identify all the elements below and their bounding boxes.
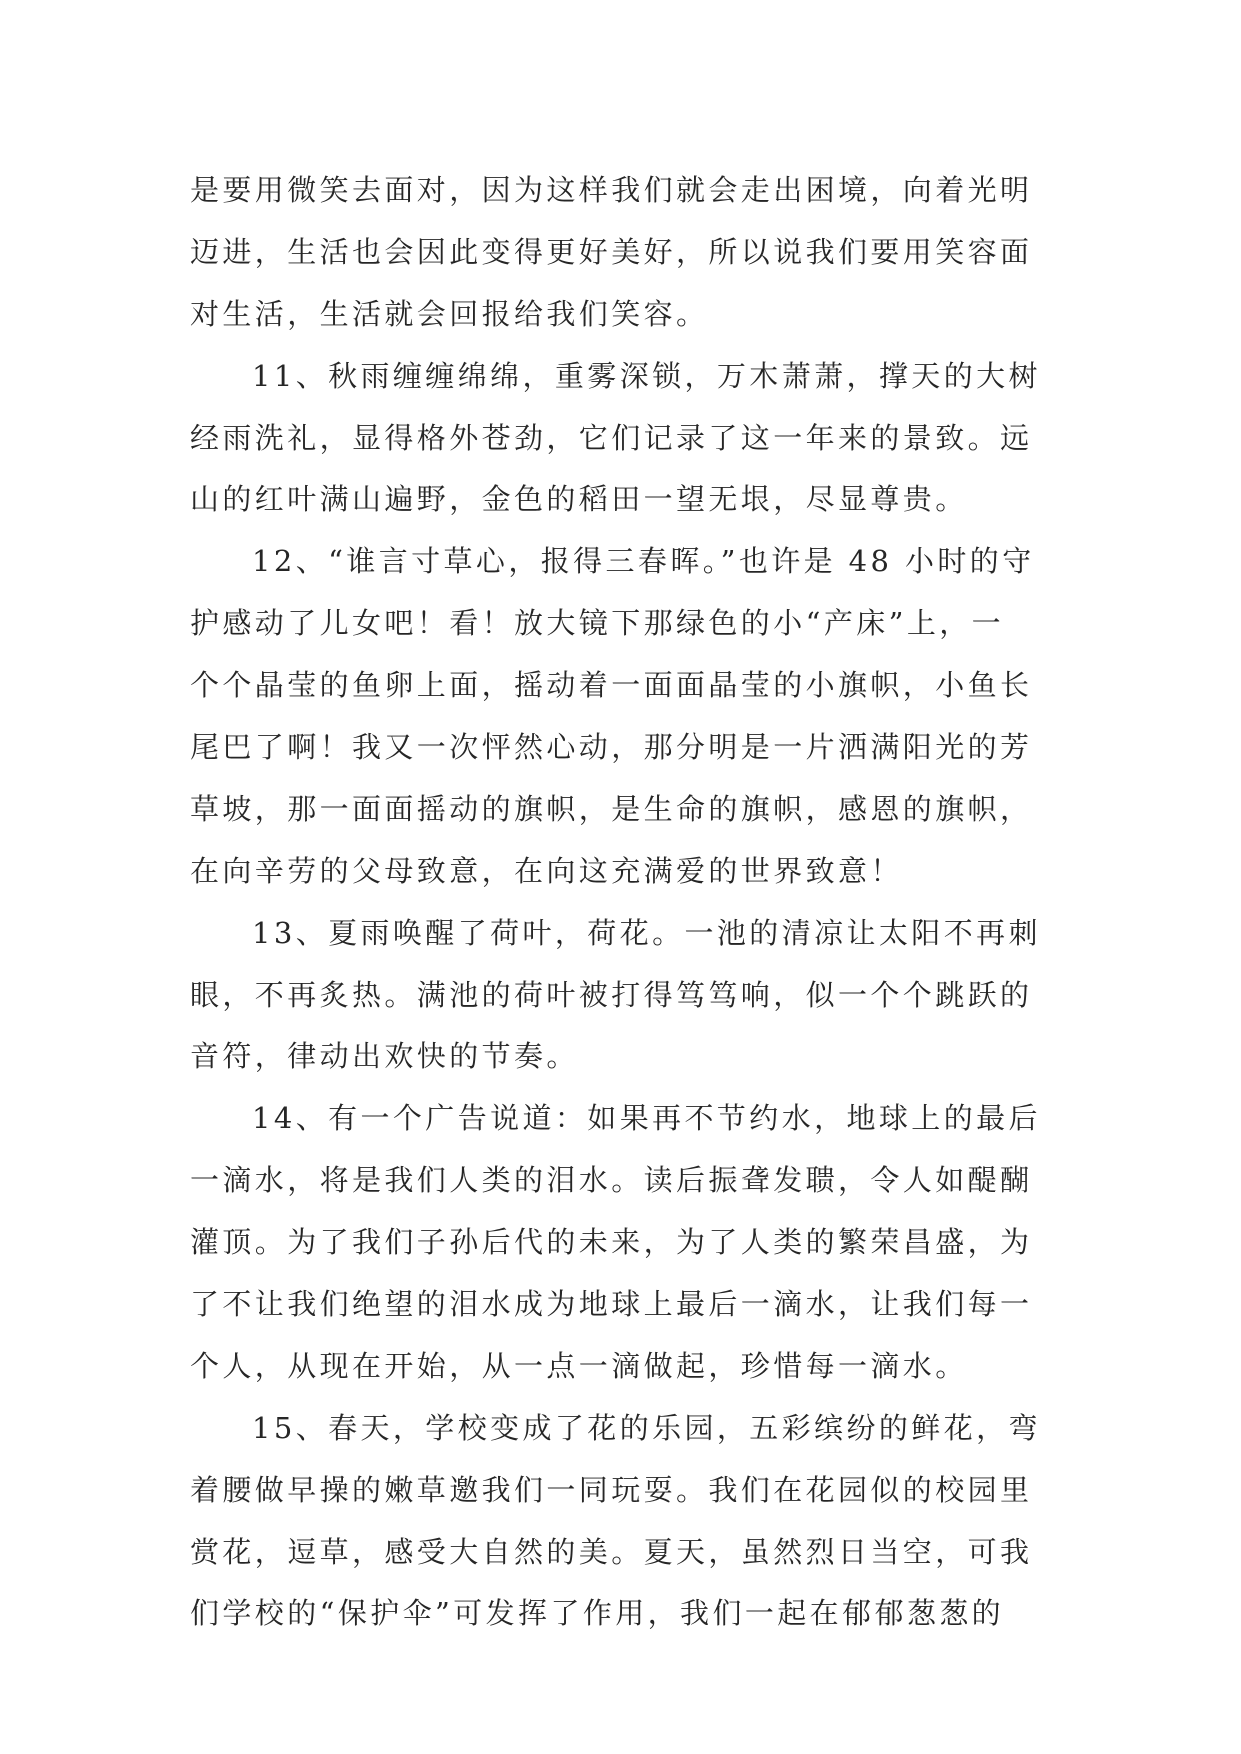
- text-line: 经雨洗礼，显得格外苍劲，它们记录了这一年来的景致。远: [190, 420, 1033, 455]
- text-line: 个个晶莹的鱼卵上面，摇动着一面面晶莹的小旗帜，小鱼长: [190, 668, 1033, 703]
- text-line: 音符，律动出欢快的节奏。: [190, 1039, 579, 1074]
- text-line: 11、秋雨缠缠绵绵，重雾深锁，万木萧萧，撑天的大树: [252, 358, 1041, 393]
- text-line: 尾巴了啊！我又一次怦然心动，那分明是一片洒满阳光的芳: [190, 730, 1033, 765]
- body-text: [190, 160, 1060, 1645]
- text-line: 13、夏雨唤醒了荷叶，荷花。一池的清凉让太阳不再刺: [252, 915, 1041, 950]
- text-line: 14、有一个广告说道：如果再不节约水，地球上的最后: [252, 1101, 1041, 1136]
- text-line: 了不让我们绝望的泪水成为地球上最后一滴水，让我们每一: [190, 1287, 1033, 1322]
- text-line: 赏花，逗草，感受大自然的美。夏天，虽然烈日当空，可我: [190, 1534, 1033, 1569]
- text-line: 草坡，那一面面摇动的旗帜，是生命的旗帜，感恩的旗帜，: [190, 791, 1033, 826]
- text-line: 迈进，生活也会因此变得更好美好，所以说我们要用笑容面: [190, 234, 1033, 269]
- text-line: 在向辛劳的父母致意，在向这充满爱的世界致意！: [190, 853, 903, 888]
- text-line: 眼，不再炙热。满池的荷叶被打得笃笃响，似一个个跳跃的: [190, 977, 1033, 1012]
- text-line: 15、春天，学校变成了花的乐园，五彩缤纷的鲜花，弯: [252, 1410, 1041, 1445]
- text-line: 灌顶。为了我们子孙后代的未来，为了人类的繁荣昌盛，为: [190, 1225, 1033, 1260]
- text-line: 护感动了儿女吧！看！放大镜下那绿色的小“产床”上，一: [190, 606, 1005, 641]
- text-line: 们学校的“保护伞”可发挥了作用，我们一起在郁郁葱葱的: [190, 1596, 1005, 1631]
- text-line: 着腰做早操的嫩草邀我们一同玩耍。我们在花园似的校园里: [190, 1472, 1033, 1507]
- text-line: 山的红叶满山遍野，金色的稻田一望无垠，尽显尊贵。: [190, 482, 968, 517]
- text-line: 个人，从现在开始，从一点一滴做起，珍惜每一滴水。: [190, 1348, 968, 1383]
- text-line: 对生活，生活就会回报给我们笑容。: [190, 296, 709, 331]
- text-line: 是要用微笑去面对，因为这样我们就会走出困境，向着光明: [190, 173, 1033, 207]
- text-line: 12、“谁言寸草心，报得三春晖。”也许是 48 小时的守: [252, 544, 1035, 579]
- text-line: 一滴水，将是我们人类的泪水。读后振聋发聩，令人如醍醐: [190, 1163, 1033, 1198]
